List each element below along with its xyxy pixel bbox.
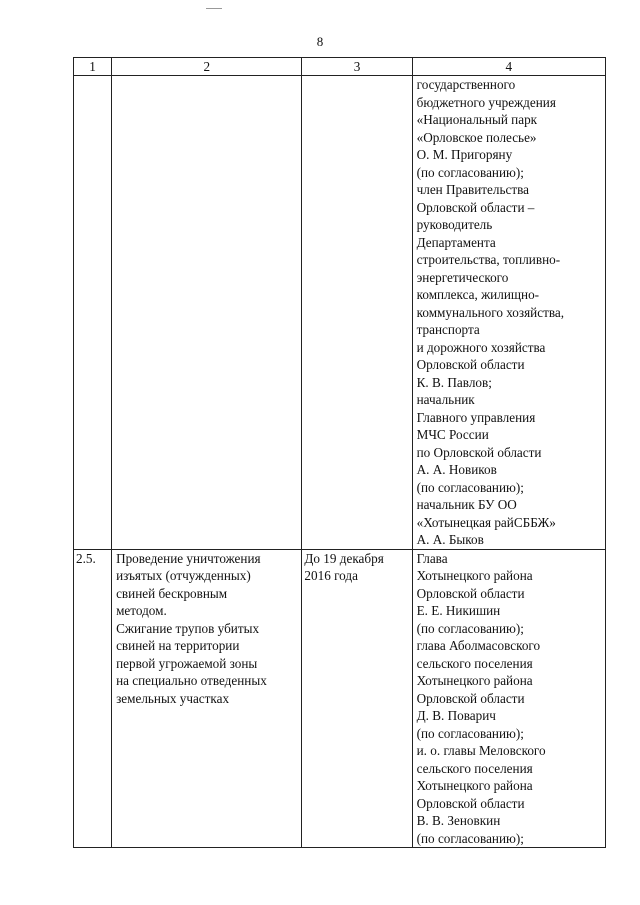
responsible-line: Хотынецкого района bbox=[416, 673, 533, 688]
header-col-2: 2 bbox=[112, 58, 302, 76]
responsible-line: В. В. Зеновкин bbox=[416, 813, 501, 828]
responsible-line: по Орловской области bbox=[416, 444, 542, 460]
measures-table bbox=[73, 57, 606, 848]
responsible-line: начальник bbox=[416, 392, 475, 407]
responsible-line: бюджетного учреждения bbox=[416, 94, 556, 110]
cell-deadline bbox=[302, 76, 412, 550]
action-line: свиней на территории bbox=[116, 638, 240, 653]
responsible-line: А. А. Быков bbox=[416, 532, 484, 547]
responsible-line: «Национальный парк bbox=[416, 112, 538, 127]
cell-num: 2.5. bbox=[74, 549, 112, 848]
deadline-line: 2016 года bbox=[304, 568, 358, 583]
cell-deadline bbox=[302, 549, 412, 848]
action-line: методом. bbox=[116, 603, 167, 618]
responsible-line: Е. Е. Никишин bbox=[416, 603, 501, 618]
responsible-line: сельского поселения bbox=[416, 760, 533, 776]
responsible-line: сельского поселения bbox=[416, 655, 533, 671]
responsible-line: Орловской области bbox=[416, 795, 525, 811]
responsible-line: начальник БУ ОО bbox=[416, 497, 517, 512]
cell-num bbox=[74, 76, 112, 550]
responsible-line: энергетического bbox=[416, 269, 509, 285]
responsible-line: МЧС России bbox=[416, 427, 489, 442]
responsible-line: государственного bbox=[416, 77, 516, 92]
header-col-4: 4 bbox=[412, 58, 605, 76]
responsible-line: Орловской области bbox=[416, 585, 525, 601]
responsible-line: К. В. Павлов; bbox=[416, 374, 492, 390]
cell-action bbox=[112, 549, 302, 848]
cell-responsible bbox=[412, 549, 605, 848]
responsible-line: и. о. главы Меловского bbox=[416, 743, 546, 758]
action-line: на специально отведенных bbox=[116, 673, 267, 688]
responsible-line: член Правительства bbox=[416, 182, 530, 197]
responsible-line: Главного управления bbox=[416, 409, 536, 425]
table-row-continued bbox=[74, 76, 606, 550]
scan-mark bbox=[206, 8, 222, 9]
cell-responsible bbox=[412, 76, 605, 550]
responsible-line: О. М. Пригоряну bbox=[416, 147, 513, 162]
table-header-row bbox=[74, 58, 606, 76]
responsible-line: коммунального хозяйства, bbox=[416, 304, 565, 320]
responsible-line: Хотынецкого района bbox=[416, 568, 533, 583]
responsible-line: «Хотынецкая райСББЖ» bbox=[416, 514, 556, 530]
header-col-1: 1 bbox=[74, 58, 112, 76]
action-line: изъятых (отчужденных) bbox=[116, 568, 251, 583]
responsible-line: (по согласованию); bbox=[416, 725, 524, 741]
responsible-line: Орловской области – bbox=[416, 199, 535, 215]
responsible-line: «Орловское полесье» bbox=[416, 129, 537, 145]
cell-action bbox=[112, 76, 302, 550]
responsible-line: Орловской области bbox=[416, 357, 525, 372]
table-row-2-5 bbox=[74, 549, 606, 848]
responsible-line: и дорожного хозяйства bbox=[416, 339, 546, 355]
action-line: Проведение уничтожения bbox=[116, 550, 261, 566]
action-line: свиней бескровным bbox=[116, 585, 228, 601]
responsible-line: Д. В. Поварич bbox=[416, 708, 496, 723]
responsible-line: глава Аболмасовского bbox=[416, 638, 541, 653]
responsible-line: Хотынецкого района bbox=[416, 778, 533, 793]
responsible-line: руководитель bbox=[416, 217, 493, 232]
responsible-line: (по согласованию); bbox=[416, 830, 524, 846]
responsible-line: комплекса, жилищно- bbox=[416, 287, 540, 302]
responsible-line: (по согласованию); bbox=[416, 620, 524, 636]
page-number: 8 bbox=[316, 34, 324, 49]
responsible-line: транспорта bbox=[416, 322, 480, 337]
responsible-line: Орловской области bbox=[416, 690, 525, 706]
deadline-line: До 19 декабря bbox=[304, 550, 384, 566]
action-line: первой угрожаемой зоны bbox=[116, 655, 258, 671]
responsible-line: (по согласованию); bbox=[416, 479, 524, 495]
action-line: Сжигание трупов убитых bbox=[116, 620, 260, 636]
responsible-line: (по согласованию); bbox=[416, 164, 524, 180]
responsible-line: А. А. Новиков bbox=[416, 462, 497, 477]
header-col-3: 3 bbox=[302, 58, 412, 76]
action-line: земельных участках bbox=[116, 690, 230, 706]
responsible-line: Департамента bbox=[416, 234, 496, 250]
responsible-line: строительства, топливно- bbox=[416, 252, 561, 267]
responsible-line: Глава bbox=[416, 550, 448, 566]
